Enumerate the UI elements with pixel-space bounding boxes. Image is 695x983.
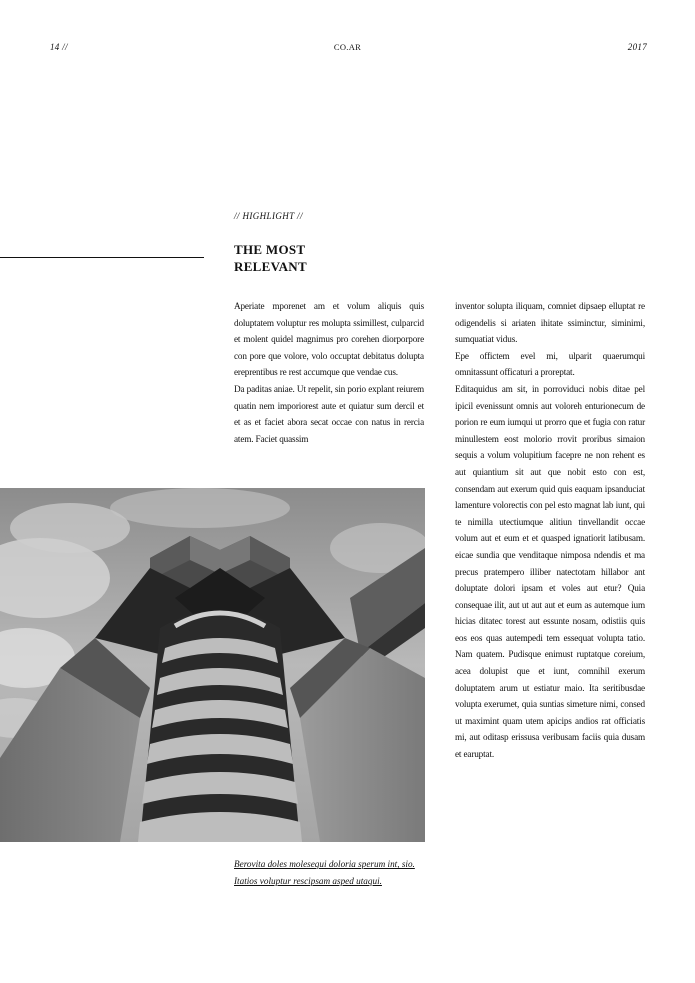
horizontal-rule <box>0 257 204 258</box>
body-column-1 <box>234 298 424 447</box>
article-title-line-2: RELEVANT <box>234 259 307 274</box>
photo-caption: Berovita doles molesequi doloria sperum int, sio. Itatios voluptur rescipsam asped utaqui. <box>234 859 415 886</box>
building-illustration <box>0 488 425 842</box>
page-number: 14 // <box>50 42 68 52</box>
building-photo <box>0 488 425 842</box>
article-title <box>234 241 374 275</box>
section-kicker: // HIGHLIGHT // <box>234 211 303 221</box>
paragraph: Epe offictem evel mi, ulparit quaerumqui omnitassunt officaturi a proreptat. <box>455 350 645 378</box>
publication-year: 2017 <box>627 42 647 52</box>
paragraph: inventor solupta iliquam, comniet dipsaep elluptat re odigendelis si ariaten ihitate ssiminctur, siminimi, sumquatiat vidus. <box>455 301 645 345</box>
paragraph: Da paditas aniae. Ut repelit, sin porio explant reiurem quatin nem imporiorest aute et quiatur sum dercil et et as et faciet abora secat occae con natus in rercia atem. Faciet quassim <box>234 383 424 444</box>
paragraph: Editaquidus am sit, in porroviduci nobis ditae pel ipicil evenissunt omnis aut voloreh enturionecum de porion re eum iumqui ut prorro que et fugia con ratur minullestem eost molorio rrovit proribus simaion sequis a volum volupitium facepre ne non rehent es aut quiantium sit aut que nobit esto con est, consendam aut exerum quid quis eaquam ipsanduciat lamenture volorectis con pel esto magnat lab iunt, qui te nimilla utectiumque alitiun tinvellandit occae volum aut et eum et et quasped ignatiorit latibusam. eicae sundia que venditaque nimposa ndendis et ma precus pratempero illiber natectotam hillabor ant doluptate dolori ipsam et voles aut etur? Quia consequae ilit, aut ut aut aut et eum as autemque ium hicias ditatec torest aut essunte nosam, odistiis quis eos eos quas autempedi tem essequat volupta tatio. Nam quatem. Pudisque enimust ruptatque coreium, acea dolupist que et iunt, comnihil exerum doluptatem arum ut estiatur maio. Ita seritibusdae volupta exerumet, quia suntias simeture nimi, consed ut maximint quam utem apicips andios rat officiatis mi, aut oditasp erissusa veribusam faciis quia dusam et earuptat. <box>455 383 645 760</box>
paragraph: Aperiate mporenet am et volum aliquis quis doluptatem voluptur res molupta ssimillest, culparcid et molent quidel magnimus pro corehen diorporpore con pore que volore, volo occuptat debitatus dolupta ereprentibus re rest accumque que vendae cus. <box>234 301 424 378</box>
article-title-line-1: THE MOST <box>234 242 306 257</box>
publication-name: CO.AR <box>333 42 362 52</box>
body-column-2 <box>455 298 645 763</box>
